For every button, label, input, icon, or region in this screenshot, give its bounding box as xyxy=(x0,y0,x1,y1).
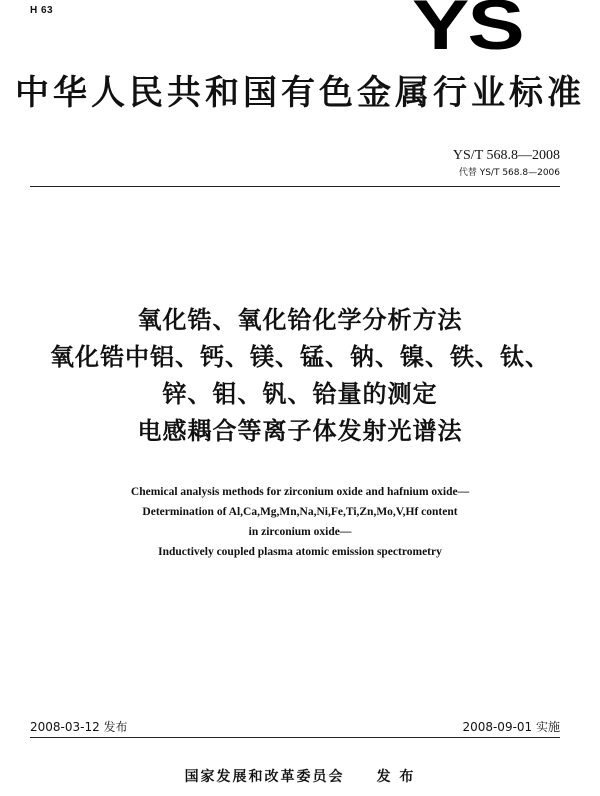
english-title-line: in zirconium oxide— xyxy=(248,526,352,538)
publisher-name: 国家发展和改革委员会 xyxy=(184,769,345,785)
english-title-line: Chemical analysis methods for zirconium oxide and hafnium oxide— xyxy=(130,486,470,498)
publisher-action: 发 布 xyxy=(376,769,416,785)
date-row xyxy=(30,718,560,735)
replaces-standard: 代替 YS/T 568.8—2006 xyxy=(458,168,560,178)
chinese-title xyxy=(0,302,600,450)
english-title-line: Inductively coupled plasma atomic emission spectrometry xyxy=(158,546,442,558)
chinese-title-line: 电感耦合等离子体发射光谱法 xyxy=(137,417,463,445)
ys-logo: YS xyxy=(412,0,523,65)
publisher-line xyxy=(0,766,600,786)
english-title xyxy=(0,482,600,562)
issue-date: 2008-03-12 发布 xyxy=(30,720,128,734)
standard-number: YS/T 568.8—2008 xyxy=(452,148,560,163)
ccs-code: H 63 xyxy=(30,5,54,16)
top-divider xyxy=(30,186,560,187)
implementation-date: 2008-09-01 实施 xyxy=(462,720,560,734)
chinese-title-line: 氧化锆、氧化铪化学分析方法 xyxy=(137,306,463,334)
chinese-title-line: 氧化锆中铝、钙、镁、锰、钠、镍、铁、钛、 xyxy=(50,343,550,371)
english-title-line: Determination of Al,Ca,Mg,Mn,Na,Ni,Fe,Ti,Zn,Mo,V,Hf content xyxy=(142,506,458,518)
chinese-title-line: 锌、钼、钒、铪量的测定 xyxy=(162,380,438,408)
bottom-divider xyxy=(30,737,560,738)
standard-category-title: 中华人民共和国有色金属行业标准 xyxy=(15,73,585,113)
